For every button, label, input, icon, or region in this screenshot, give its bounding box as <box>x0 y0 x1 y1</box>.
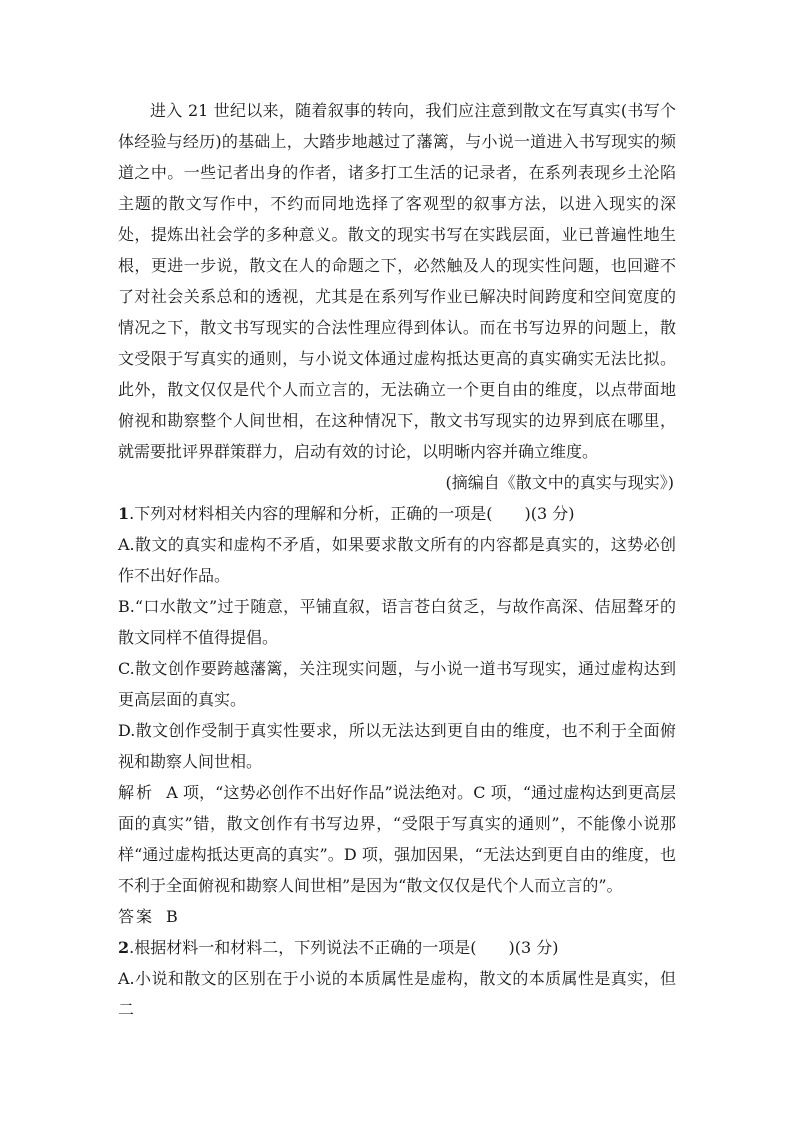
question-1-text: .下列对材料相关内容的理解和分析，正确的一项是( )(3 分) <box>129 504 575 523</box>
question-1-number: 1 <box>118 504 130 523</box>
question-1-analysis <box>118 777 676 901</box>
question-1-option-a: A.散文的真实和虚构不矛盾，如果要求散文所有的内容都是真实的，这势必创作不出好作品。 <box>118 535 676 585</box>
question-1-stem <box>118 498 676 529</box>
question-1-option-d: D.散文创作受制于真实性要求，所以无法达到更自由的维度，也不利于全面俯视和勘察人间世相。 <box>118 721 676 771</box>
question-1-option-c: C.散文创作要跨越藩篱，关注现实问题，与小说一道书写现实，通过虚构达到更高层面的真实。 <box>118 659 676 709</box>
answer-value: B <box>166 907 178 926</box>
document-page <box>118 95 676 1025</box>
analysis-label: 解析 <box>118 783 155 802</box>
answer-label: 答案 <box>118 907 155 926</box>
passage-paragraph: 进入 21 世纪以来，随着叙事的转向，我们应注意到散文在写真实(书写个体经验与经历)的基础上，大踏步地越过了藩篱，与小说一道进入书写现实的频道之中。一些记者出身的作者，诸多打工生活的记录者，在系列表现乡土沦陷主题的散文写作中，不约而同地选择了客观型的叙事方法，以进入现实的深处，提炼出社会学的多种意义。散文的现实书写在实践层面，业已普遍性地生根，更进一步说，散文在人的命题之下，必然触及人的现实性问题，也回避不了对社会关系总和的透视，尤其是在系列写作业已解决时间跨度和空间宽度的情况之下，散文书写现实的合法性理应得到体认。而在书写边界的问题上，散文受限于写真实的通则，与小说文体通过虚构抵达更高的真实确实无法比拟。此外，散文仅仅是代个人而立言的，无法确立一个更自由的维度，以点带面地俯视和勘察整个人间世相，在这种情况下，散文书写现实的边界到底在哪里，就需要批评界群策群力，启动有效的讨论，以明晰内容并确立维度。 <box>118 101 676 461</box>
passage-source: (摘编自《散文中的真实与现实》) <box>445 473 674 492</box>
question-2-option-a: A.小说和散文的区别在于小说的本质属性是虚构，散文的本质属性是真实，但二 <box>118 969 676 1019</box>
question-1-option-b: B.“口水散文”过于随意，平铺直叙，语言苍白贫乏，与故作高深、佶屈聱牙的散文同样不值得提倡。 <box>118 597 676 647</box>
question-2-number: 2 <box>118 938 130 957</box>
question-2-stem <box>118 932 676 963</box>
analysis-text: A 项，“这势必创作不出好作品”说法绝对。C 项，“通过虚构达到更高层面的真实”错，散文创作有书写边界，“受限于写真实的通则”，不能像小说那样“通过虚构抵达更高的真实”。D 项，强加因果，“无法达到更自由的维度，也不利于全面俯视和勘察人间世相”是因为“散文仅仅是代个人而立言的”。 <box>118 783 676 895</box>
question-2-text: .根据材料一和材料二，下列说法不正确的一项是( )(3 分) <box>129 938 559 957</box>
question-1-answer <box>118 901 676 932</box>
